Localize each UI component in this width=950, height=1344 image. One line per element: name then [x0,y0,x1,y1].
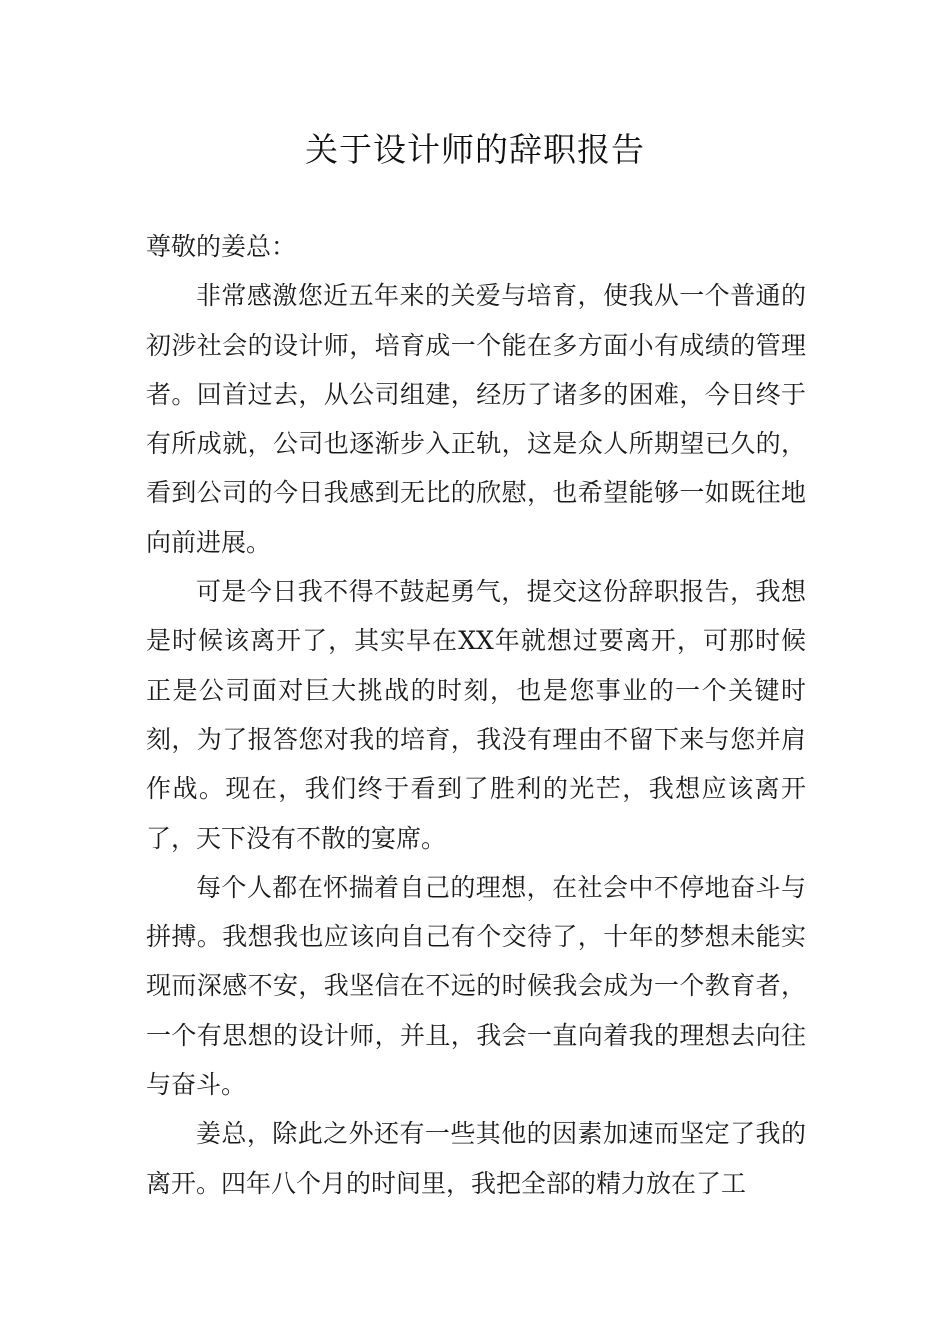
salutation: 尊敬的姜总： [146,232,297,261]
paragraph-gratitude: 非常感激您近五年来的关爱与培育，使我从一个普通的初涉社会的设计师，培育成一个能在多方面小有成绩的管理者。回首过去，从公司组建，经历了诸多的困难，今日终于有所成就，公司也逐渐步入正轨，这是众人所期望已久的，看到公司的今日我感到无比的欣慰，也希望能够一如既往地向前进展。 [146,281,806,557]
document-title: 关于设计师的辞职报告 [305,130,645,169]
paragraph-resignation-reason: 可是今日我不得不鼓起勇气，提交这份辞职报告，我想是时候该离开了，其实早在XX年就想过要离开，可那时候正是公司面对巨大挑战的时刻，也是您事业的一个关键时刻，为了报答您对我的培育，我没有理由不留下来与您并肩作战。现在，我们终于看到了胜利的光芒，我想应该离开了，天下没有不散的宴席。 [146,577,806,853]
paragraph-other-factors: 姜总，除此之外还有一些其他的因素加速而坚定了我的离开。四年八个月的时间里，我把全部的精力放在了工 [146,1119,806,1198]
paragraph-ideals: 每个人都在怀揣着自己的理想，在社会中不停地奋斗与拼搏。我想我也应该向自己有个交待了，十年的梦想未能实现而深感不安，我坚信在不远的时候我会成为一个教育者，一个有思想的设计师，并且，我会一直向着我的理想去向往与奋斗。 [146,872,806,1100]
document-body [146,222,806,1208]
